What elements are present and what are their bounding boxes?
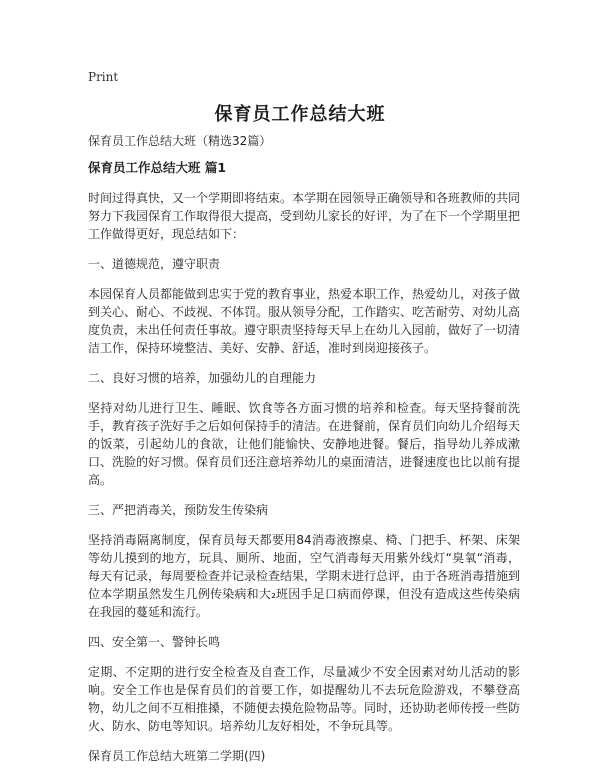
section-heading-1: 一、道德规范，遵守职责 xyxy=(88,257,221,271)
document-subtitle: 保育员工作总结大班（精选32篇） xyxy=(88,134,272,148)
document-body xyxy=(88,132,520,777)
section-heading-3: 三、严把消毒关，预防发生传染病 xyxy=(88,503,269,517)
print-label[interactable]: Print xyxy=(88,70,119,84)
section-body-2: 坚持对幼儿进行卫生、睡眠、饮食等各方面习惯的培养和检查。每天坚持餐前洗手，教育孩子洗好手之后如何保持手的清洁。在进餐前，保育员们向幼儿介绍每天的饭菜，引起幼儿的食欲，让他们能愉快、安静地进餐。餐后，指导幼儿养成漱口、洗脸的好习惯。保育员们还注意培养幼儿的桌面清洁，进餐速度也比以前有提高。 xyxy=(88,401,521,487)
intro-paragraph: 时间过得真快，又一个学期即将结束。本学期在园领导正确领导和各班教师的共同努力下我园保育工作取得很大提高，受到幼儿家长的好评，为了在下一个学期里把工作做得更好，现总结如下： xyxy=(88,191,521,241)
section-body-1: 本园保育人员都能做到忠实于党的教育事业，热爱本职工作，热爱幼儿，对孩子做到关心、耐心、不歧视、不体罚。服从领导分配，工作踏实、吃苦耐劳、对幼儿高度负责，未出任何责任事故。遵守职责坚持每天早上在幼儿入园前，做好了一切清洁工作，保持环境整洁、美好、安静、舒适，准时到岗迎接孩子。 xyxy=(88,287,521,355)
section-heading-4: 四、安全第一、警钟长鸣 xyxy=(88,635,221,649)
footer-line: 保育员工作总结大班第二学期(四) xyxy=(88,749,266,763)
section-heading-2: 二、良好习惯的培养，加强幼儿的自理能力 xyxy=(88,371,317,385)
section-title: 保育员工作总结大班 篇1 xyxy=(88,160,227,175)
section-body-4: 定期、不定期的进行安全检查及自查工作，尽量减少不安全因素对幼儿活动的影响。安全工作也是保育员们的首要工作，如提醒幼儿不去玩危险游戏，不攀登高物，幼儿之间不互相推搡，不随便去摸危险物品等。同时，还协助老师传授一些防火、防水、防电等知识。培养幼儿友好相处，不争玩具等。 xyxy=(88,665,521,733)
section-body-3: 坚持消毒隔离制度，保育员每天都要用84消毒液擦桌、椅、门把手、杯架、床架等幼儿摸到的地方，玩具、厕所、地面，空气消毒每天用紫外线灯“臭氧“消毒，每天有记录，每周要检查并记录检查结果，学期末进行总评，由于各班消毒措施到位本学期虽然发生几例传染病和大₂班因手足口病而停课，但没有造成这些传染病在我园的蔓延和流行。 xyxy=(88,533,521,619)
document-title: 保育员工作总结大班 xyxy=(214,104,386,125)
